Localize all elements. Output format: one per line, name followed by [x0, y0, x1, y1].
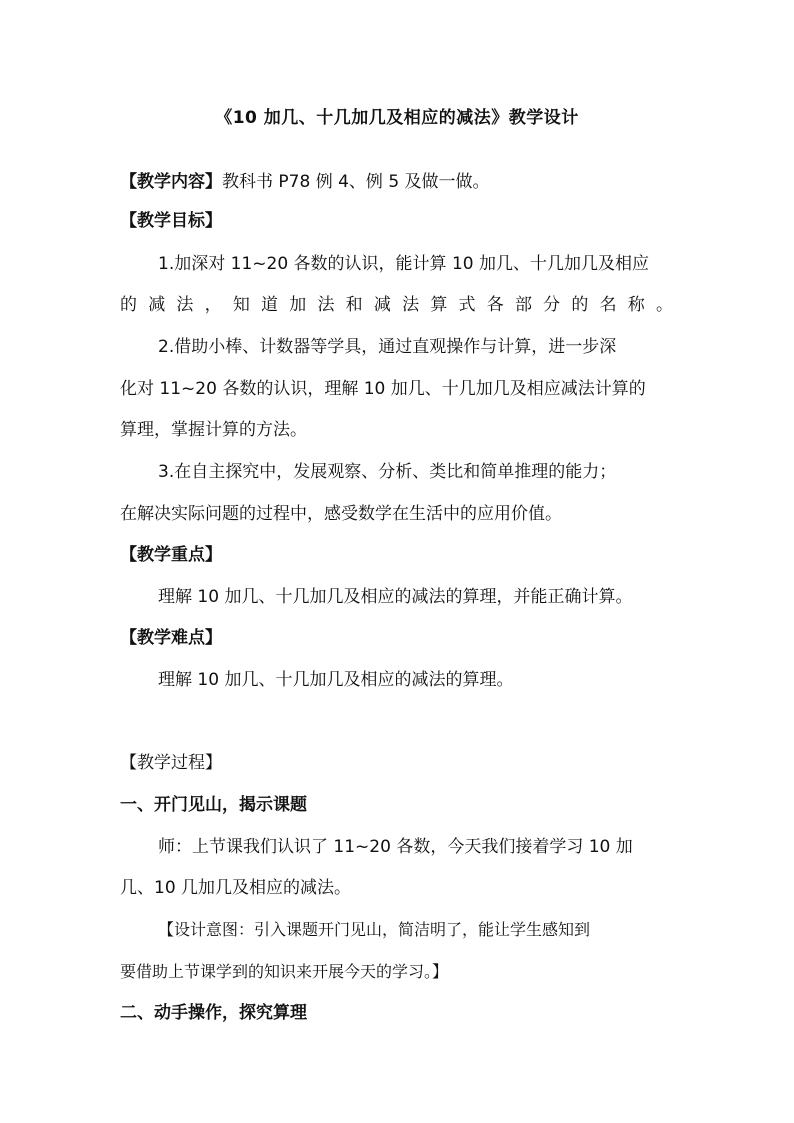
paragraph-line: 几、10 几加几及相应的减法。	[120, 878, 352, 898]
objective-line: 的减法，知道加法和减法算式各部分的名称。	[120, 295, 673, 315]
objectives-heading: 【教学目标】	[120, 211, 222, 231]
paragraph-line: 师：上节课我们认识了 11~20 各数，今天我们接着学习 10 加	[158, 837, 633, 857]
objective-line: 2.借助小棒、计数器等学具，通过直观操作与计算，进一步深	[158, 337, 617, 357]
teaching-content-text: 教科书 P78 例 4、例 5 及做一做。	[222, 172, 490, 192]
design-intent-line: 要借助上节课学到的知识来开展今天的学习。】	[120, 962, 449, 981]
teaching-content-label: 【教学内容】	[120, 172, 222, 192]
difficult-point-text: 理解 10 加几、十几加几及相应的减法的算理。	[158, 670, 514, 690]
objective-line: 在解决实际问题的过程中，感受数学在生活中的应用价值。	[120, 504, 562, 524]
key-point-text: 理解 10 加几、十几加几及相应的减法的算理，并能正确计算。	[158, 587, 633, 607]
teaching-content-row	[120, 169, 490, 195]
objective-line: 化对 11~20 各数的认识，理解 10 加几、十几加几及相应减法计算的	[120, 379, 646, 399]
key-point-heading: 【教学重点】	[120, 545, 222, 565]
section-title: 一、开门见山，揭示课题	[120, 795, 307, 815]
objective-line: 算理，掌握计算的方法。	[120, 420, 307, 440]
document-title: 《10 加几、十几加几及相应的减法》教学设计	[215, 108, 579, 128]
objective-line: 1.加深对 11~20 各数的认识，能计算 10 加几、十几加几及相应	[158, 254, 649, 274]
process-heading: 【教学过程】	[120, 753, 222, 773]
objective-line: 3.在自主探究中，发展观察、分析、类比和简单推理的能力；	[158, 462, 617, 482]
section-title: 二、动手操作，探究算理	[120, 1003, 307, 1023]
difficult-point-heading: 【教学难点】	[120, 628, 222, 648]
design-intent-line: 【设计意图：引入课题开门见山，简洁明了，能让学生感知到	[158, 920, 591, 939]
